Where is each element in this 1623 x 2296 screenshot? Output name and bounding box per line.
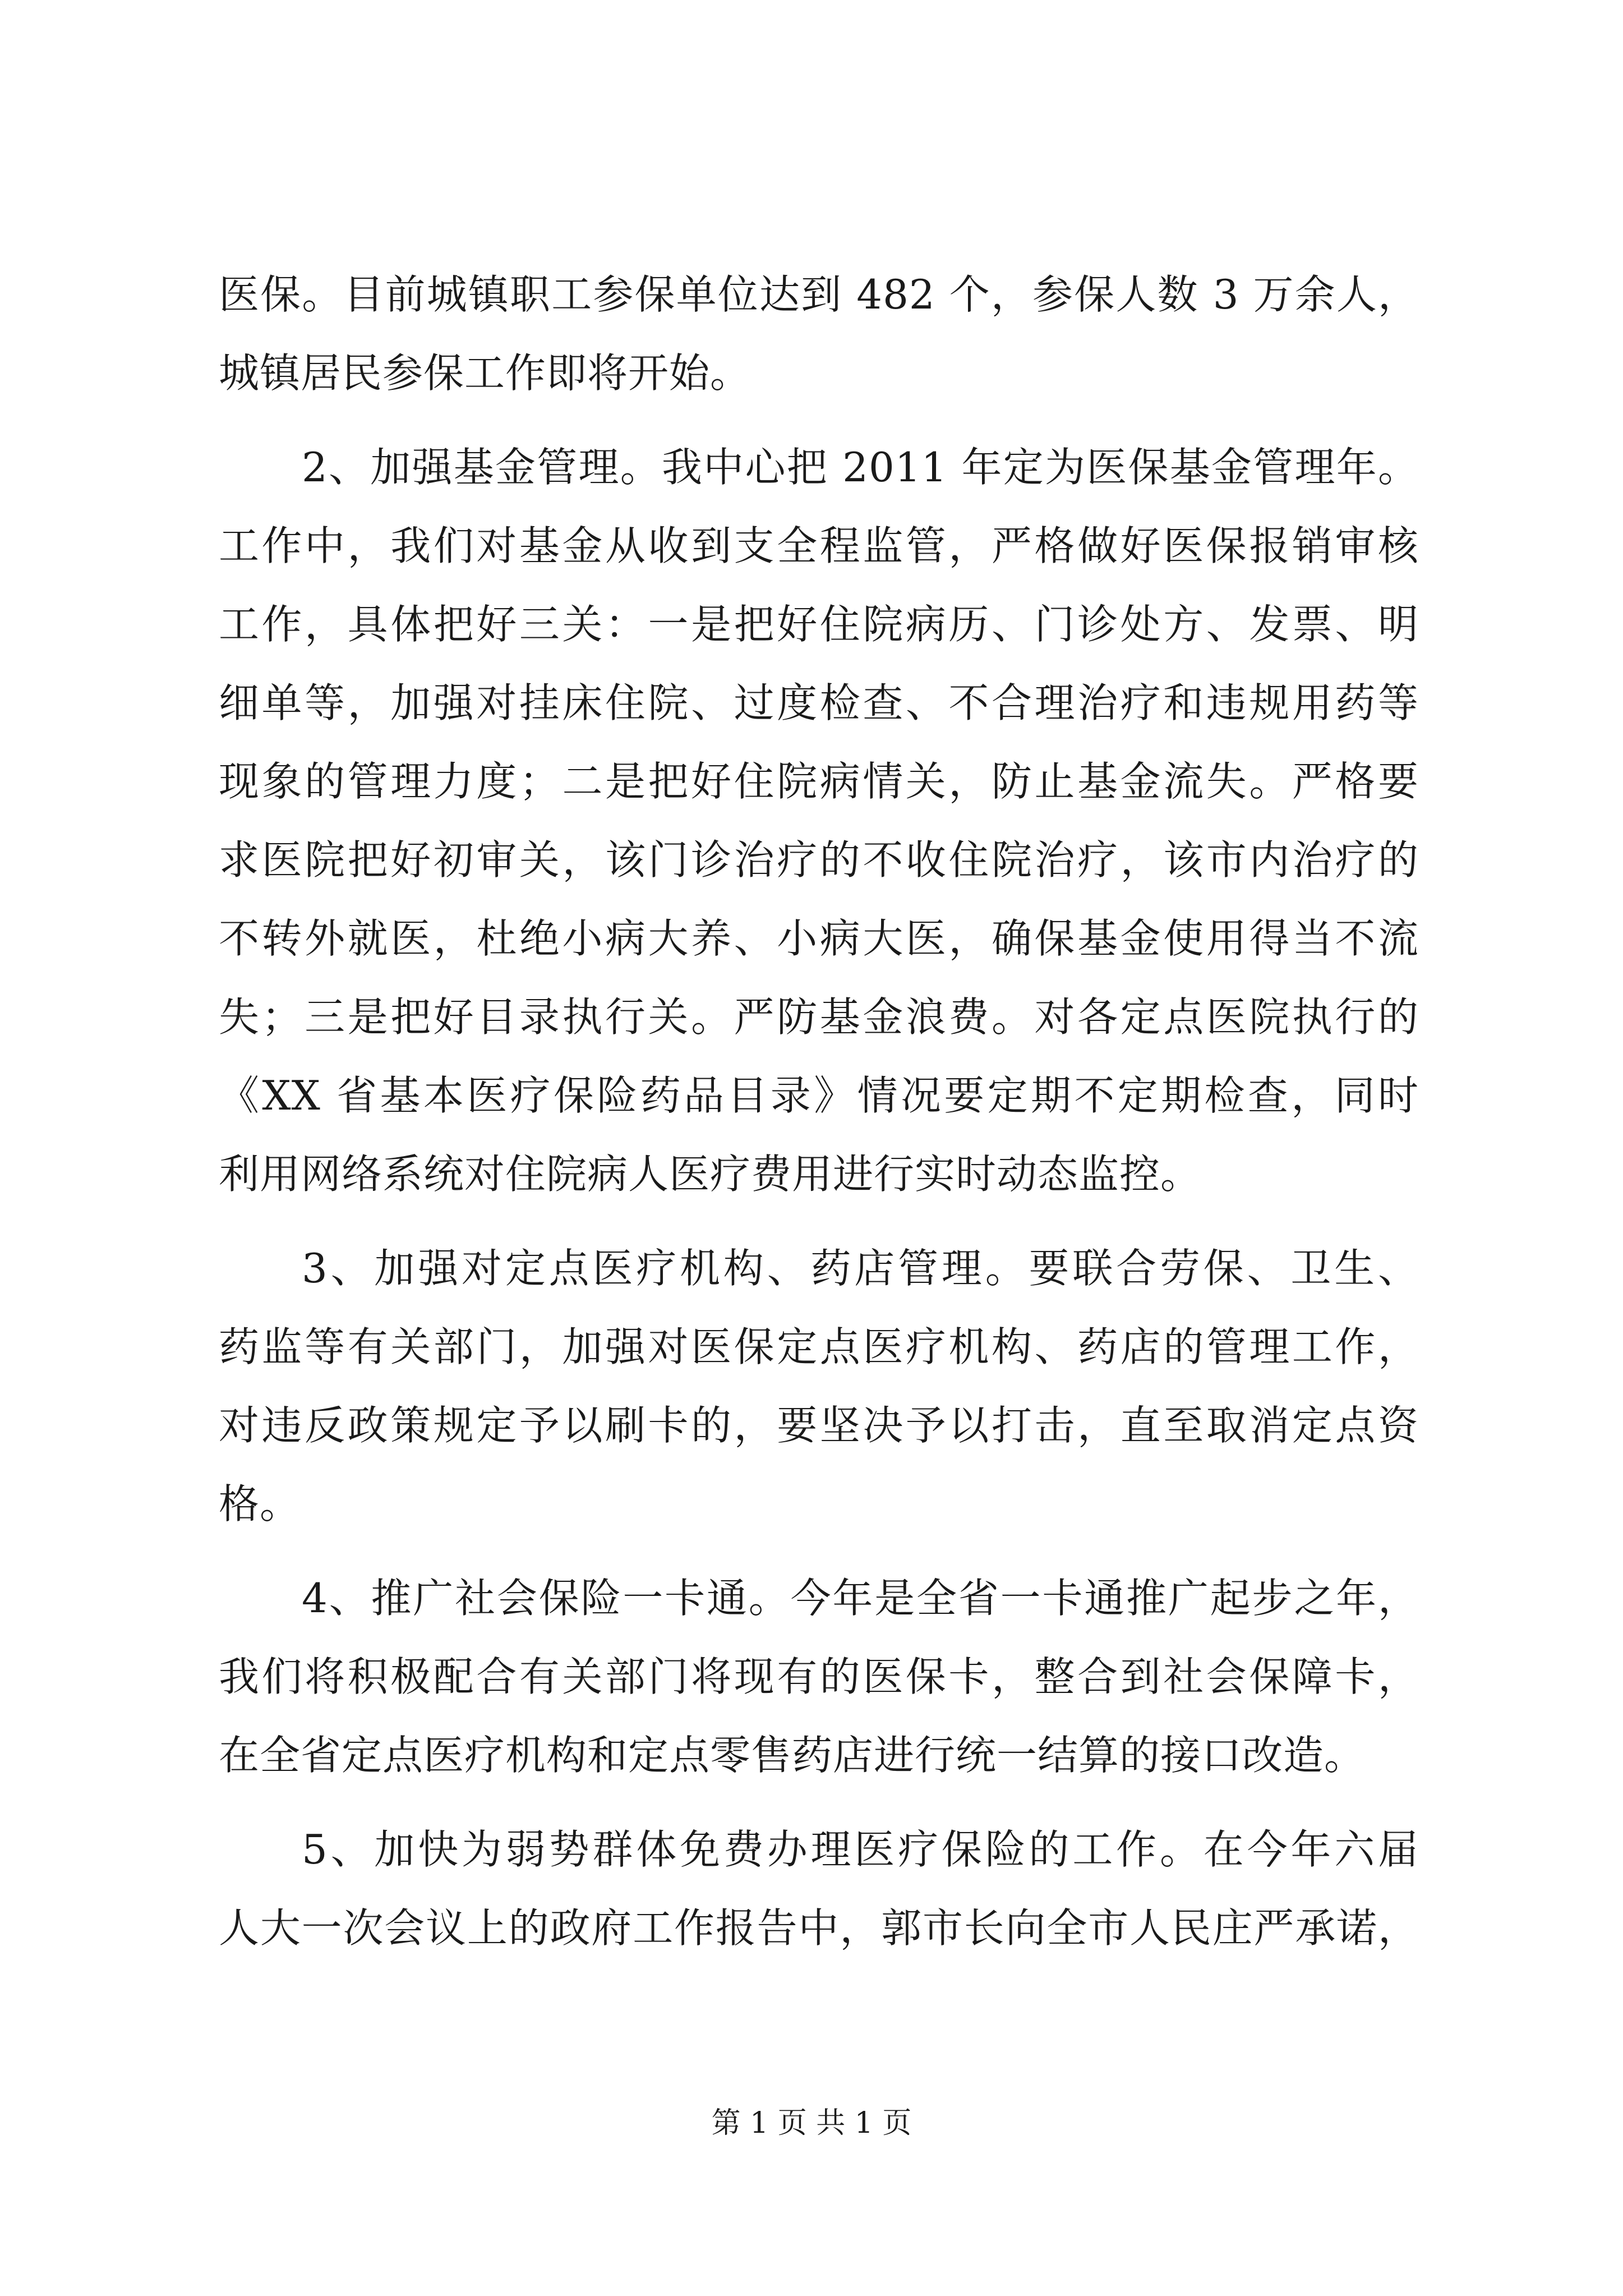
text-line: 药监等有关部门，加强对医保定点医疗机构、药店的管理工作，: [219, 1323, 1419, 1370]
body-text: [219, 255, 1419, 1967]
text-line: 2、加强基金管理。我中心把 2011 年定为医保基金管理年。: [302, 444, 1419, 491]
paragraph-5: [219, 1810, 1419, 1967]
text-line: 3、加强对定点医疗机构、药店管理。要联合劳保、卫生、: [302, 1245, 1419, 1292]
paragraph-1: [219, 255, 1419, 412]
text-line: 人大一次会议上的政府工作报告中，郭市长向全市人民庄严承诺，: [219, 1904, 1419, 1952]
text-line: 对违反政策规定予以刷卡的，要坚决予以打击，直至取消定点资: [219, 1402, 1419, 1449]
text-line: 现象的管理力度；二是把好住院病情关，防止基金流失。严格要: [219, 758, 1419, 805]
text-line: 细单等，加强对挂床住院、过度检查、不合理治疗和违规用药等: [219, 679, 1419, 726]
text-line: 5、加快为弱势群体免费办理医疗保险的工作。在今年六届: [302, 1826, 1419, 1873]
text-line: 在全省定点医疗机构和定点零售药店进行统一结算的接口改造。: [219, 1732, 1366, 1779]
text-line: 不转外就医，杜绝小病大养、小病大医，确保基金使用得当不流: [219, 915, 1419, 962]
text-line: 求医院把好初审关，该门诊治疗的不收住院治疗，该市内治疗的: [219, 836, 1419, 884]
paragraph-2: [219, 428, 1419, 1213]
text-line: 城镇居民参保工作即将开始。: [219, 349, 751, 397]
page-number-label: 第 1 页 共 1 页: [711, 2106, 912, 2140]
text-line: 《XX 省基本医疗保险药品目录》情况要定期不定期检查，同时: [219, 1072, 1419, 1119]
text-line: 我们将积极配合有关部门将现有的医保卡，整合到社会保障卡，: [219, 1653, 1419, 1700]
paragraph-3: [219, 1229, 1419, 1543]
paragraph-4: [219, 1559, 1419, 1795]
text-line: 工作，具体把好三关：一是把好住院病历、门诊处方、发票、明: [219, 601, 1419, 648]
text-line: 工作中，我们对基金从收到支全程监管，严格做好医保报销审核: [219, 522, 1419, 569]
text-line: 格。: [219, 1480, 301, 1527]
text-line: 4、推广社会保险一卡通。今年是全省一卡通推广起步之年，: [302, 1575, 1419, 1622]
text-line: 利用网络系统对住院病人医疗费用进行实时动态监控。: [219, 1151, 1202, 1198]
text-line: 医保。目前城镇职工参保单位达到 482 个，参保人数 3 万余人，: [219, 271, 1419, 318]
text-line: 失；三是把好目录执行关。严防基金浪费。对各定点医院执行的: [219, 993, 1419, 1041]
page-footer: [0, 2104, 1623, 2143]
